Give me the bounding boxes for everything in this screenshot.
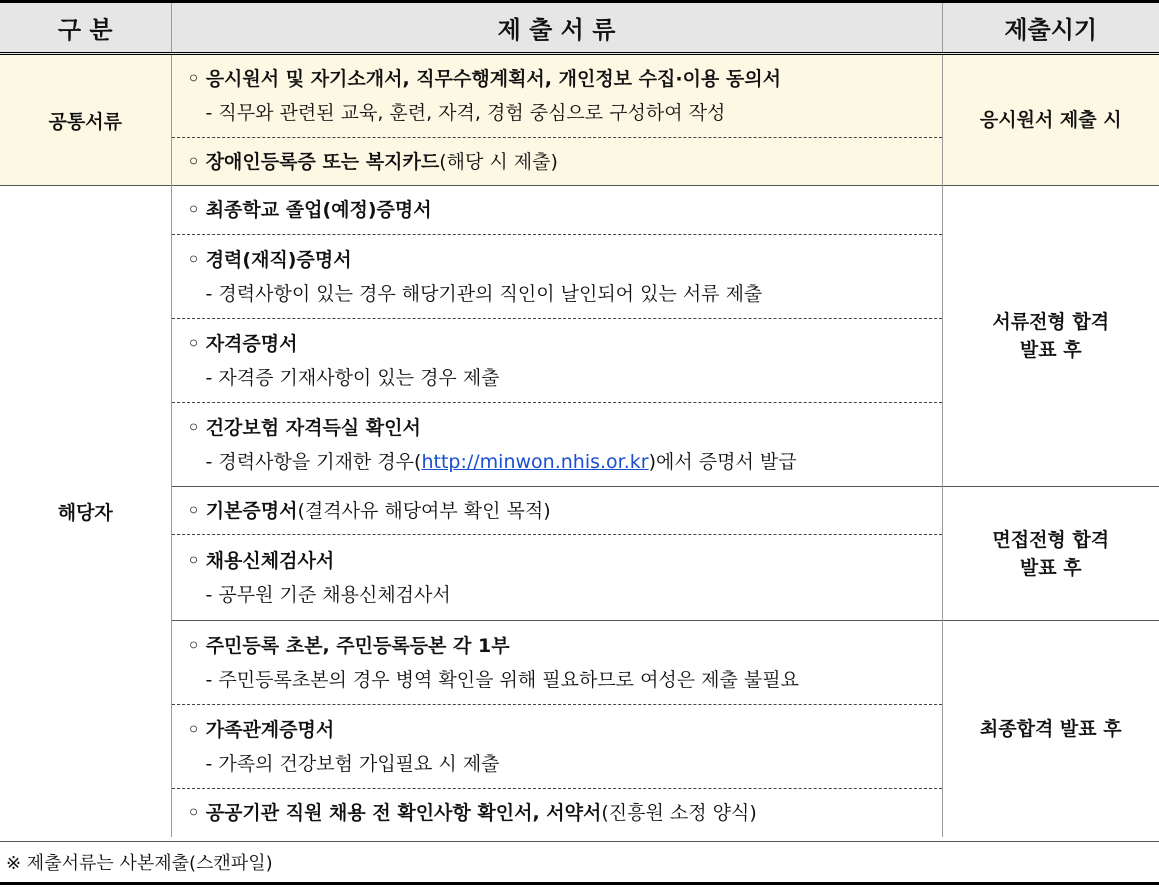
timing-interview-passed (942, 487, 1159, 621)
timing-docs-passed (942, 186, 1159, 487)
bullet-icon: ◦ (187, 499, 200, 522)
bullet-icon: ◦ (187, 718, 200, 741)
doc-title: 주민등록 초본, 주민등록등본 각 1부 (205, 634, 510, 657)
table-row (0, 487, 1159, 535)
doc-item-application (171, 54, 942, 138)
bullet-icon: ◦ (187, 199, 200, 221)
doc-item-qualification (171, 319, 942, 403)
header-documents: 제 출 서 류 (171, 2, 942, 54)
bullet-icon: ◦ (187, 416, 200, 439)
doc-item-pledge (171, 789, 942, 837)
doc-item-family-relation (171, 705, 942, 789)
timing-line: 발표 후 (1019, 339, 1082, 361)
dash-mark: - (205, 282, 213, 305)
bullet-icon: ◦ (187, 332, 200, 355)
dash-mark: - (205, 102, 213, 124)
doc-title: 가족관계증명서 (205, 718, 335, 741)
doc-note: 주민등록초본의 경우 병역 확인을 위해 필요하므로 여성은 제출 불필요 (218, 668, 799, 691)
header-timing: 제출시기 (942, 2, 1159, 54)
table-row (0, 54, 1159, 138)
dash-mark: - (205, 752, 213, 775)
doc-title: 기본증명서 (205, 499, 298, 522)
doc-item-graduation (171, 186, 942, 235)
doc-note: 경력사항이 있는 경우 해당기관의 직인이 날인되어 있는 서류 제출 (218, 282, 763, 305)
table-row (0, 621, 1159, 705)
doc-title: 최종학교 졸업(예정)증명서 (205, 199, 432, 221)
doc-title: 공공기관 직원 채용 전 확인사항 확인서, 서약서 (205, 801, 602, 824)
bullet-icon: ◦ (187, 801, 200, 824)
dash-mark: - (205, 668, 213, 691)
doc-title: 채용신체검사서 (205, 549, 335, 572)
dash-mark: - (205, 366, 213, 389)
doc-item-medical-exam (171, 535, 942, 621)
bullet-icon: ◦ (187, 150, 200, 173)
doc-suffix: (결격사유 해당여부 확인 목적) (297, 499, 551, 522)
timing-line: 서류전형 합격 (992, 311, 1110, 333)
doc-title: 자격증명서 (205, 332, 298, 355)
bullet-icon: ◦ (187, 248, 200, 271)
doc-title: 장애인등록증 또는 복지카드 (205, 150, 440, 173)
table-header-row (0, 2, 1159, 54)
footer-note: ※ 제출서류는 사본제출(스캔파일) (0, 841, 1159, 885)
bullet-icon: ◦ (187, 634, 200, 657)
doc-note: 자격증 기재사항이 있는 경우 제출 (218, 366, 500, 389)
timing-final: 최종합격 발표 후 (942, 621, 1159, 837)
dash-mark: - (205, 583, 213, 606)
doc-title: 건강보험 자격득실 확인서 (205, 416, 421, 439)
doc-item-disability-card (171, 138, 942, 186)
doc-item-health-insurance (171, 403, 942, 487)
doc-note-tail: )에서 증명서 발급 (648, 450, 797, 473)
category-common: 공통서류 (0, 54, 171, 186)
doc-note: 직무와 관련된 교육, 훈련, 자격, 경험 중심으로 구성하여 작성 (218, 102, 726, 124)
doc-note: 공무원 기준 채용신체검사서 (218, 583, 451, 606)
doc-note: 경력사항을 기재한 경우( (218, 450, 422, 473)
doc-title: 응시원서 및 자기소개서, 직무수행계획서, 개인정보 수집·이용 동의서 (205, 68, 781, 90)
doc-item-resident-registration (171, 621, 942, 705)
bullet-icon: ◦ (187, 549, 200, 572)
timing-line: 면접전형 합격 (992, 528, 1110, 551)
table-row (0, 186, 1159, 235)
doc-item-basic-certificate (171, 487, 942, 535)
category-applicable: 해당자 (0, 186, 171, 837)
doc-suffix: (해당 시 제출) (439, 150, 558, 173)
doc-title: 경력(재직)증명서 (205, 248, 352, 271)
header-category: 구 분 (0, 2, 171, 54)
timing-line: 발표 후 (1019, 556, 1082, 579)
doc-note: 가족의 건강보험 가입필요 시 제출 (218, 752, 500, 775)
bullet-icon: ◦ (187, 68, 200, 90)
doc-item-career (171, 235, 942, 319)
dash-mark: - (205, 450, 213, 473)
doc-suffix: (진흥원 소정 양식) (601, 801, 757, 824)
timing-common: 응시원서 제출 시 (942, 54, 1159, 186)
nhis-link[interactable]: http://minwon.nhis.or.kr (421, 450, 649, 473)
